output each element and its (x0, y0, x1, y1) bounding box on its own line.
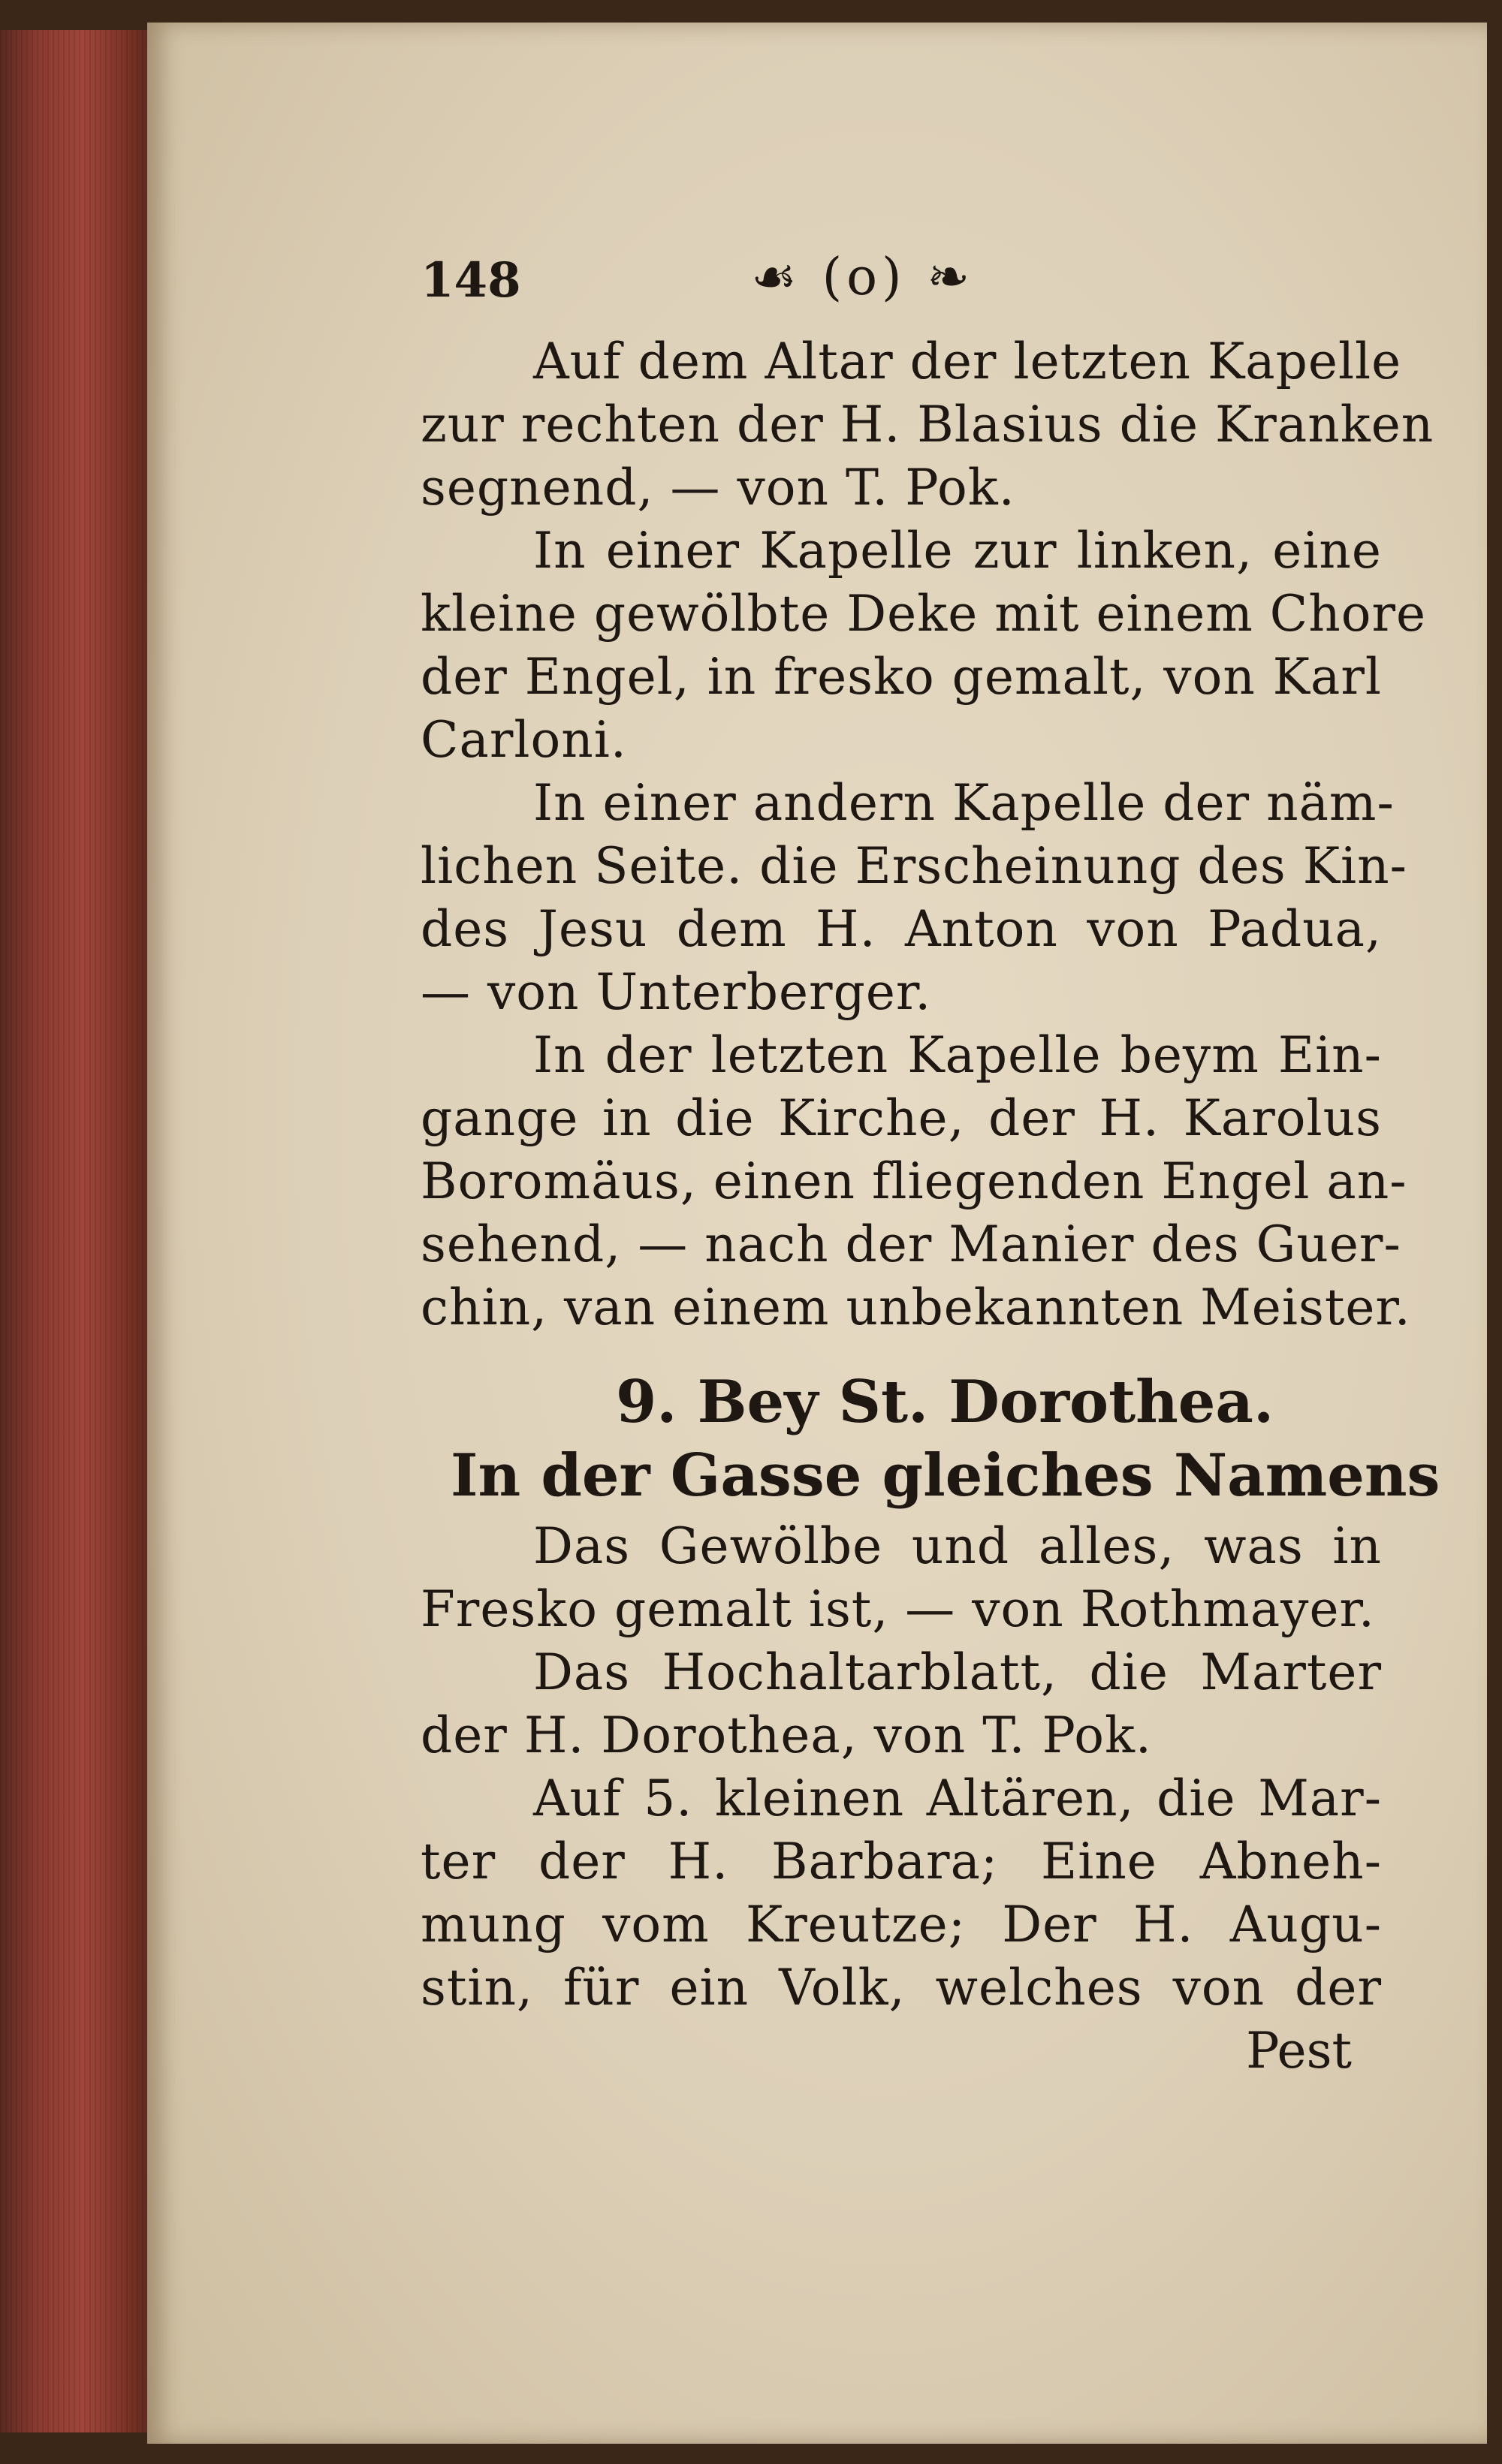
text-line: segnend, — von T. Pok. (421, 459, 1015, 517)
text-line: In der letzten Kapelle beym Ein- (533, 1026, 1382, 1084)
text-line: ter der H. Barbara; Eine Abneh- (421, 1833, 1382, 1890)
paragraph-entrance-chapel (421, 1024, 1411, 1339)
page-number: 148 (421, 252, 521, 309)
section-heading: 9. Bey St. Dorothea. (616, 1368, 1274, 1436)
page-text-block (421, 248, 1440, 2083)
text-line: In einer Kapelle zur linken, eine (533, 522, 1382, 580)
text-line: lichen Seite. die Erscheinung des Kin- (421, 837, 1407, 895)
running-header (421, 248, 1382, 330)
paragraph-other-chapel (421, 772, 1407, 1024)
text-line: Auf 5. kleinen Altären, die Mar- (533, 1770, 1382, 1827)
paragraph-vault (421, 1515, 1382, 1641)
paragraph-altar-last-chapel (421, 330, 1434, 520)
catchword: Pest (1246, 2022, 1352, 2080)
paragraph-small-altars (421, 1767, 1382, 2020)
text-line: Fresko gemalt ist, — von Rothmayer. (421, 1580, 1375, 1638)
text-line: Boromäus, einen fliegenden Engel an- (421, 1152, 1407, 1210)
text-line: der H. Dorothea, von T. Pok. (421, 1706, 1152, 1764)
text-line: sehend, — nach der Manier des Guer- (421, 1215, 1401, 1273)
text-line: Das Gewölbe und alles, was in (533, 1517, 1382, 1575)
section-subheading: In der Gasse gleiches Namens (451, 1441, 1440, 1510)
book-page-edges (0, 30, 150, 2432)
text-line: chin, van einem unbekannten Meister. (421, 1279, 1411, 1336)
text-line: mung vom Kreutze; Der H. Augu- (421, 1896, 1382, 1953)
paragraph-chapel-left (421, 520, 1427, 772)
text-line: gange in die Kirche, der H. Karolus (421, 1089, 1382, 1147)
text-line: des Jesu dem H. Anton von Padua, (421, 900, 1382, 958)
text-line: Auf dem Altar der letzten Kapelle (533, 333, 1402, 390)
text-line: Carloni. (421, 711, 627, 769)
text-line: — von Unterberger. (421, 963, 932, 1021)
text-line: In einer andern Kapelle der näm- (533, 774, 1395, 832)
text-line: der Engel, in fresko gemalt, von Karl (421, 648, 1382, 706)
text-line: zur rechten der H. Blasius die Kranken (421, 396, 1434, 453)
text-line: kleine gewölbte Deke mit einem Chore (421, 585, 1427, 643)
text-line: stin, für ein Volk, welches von der (421, 1959, 1382, 2017)
text-line: Das Hochaltarblatt, die Marter (533, 1643, 1382, 1701)
paragraph-high-altar (421, 1641, 1382, 1767)
header-ornament: ☙ (o) ❧ (751, 248, 975, 307)
